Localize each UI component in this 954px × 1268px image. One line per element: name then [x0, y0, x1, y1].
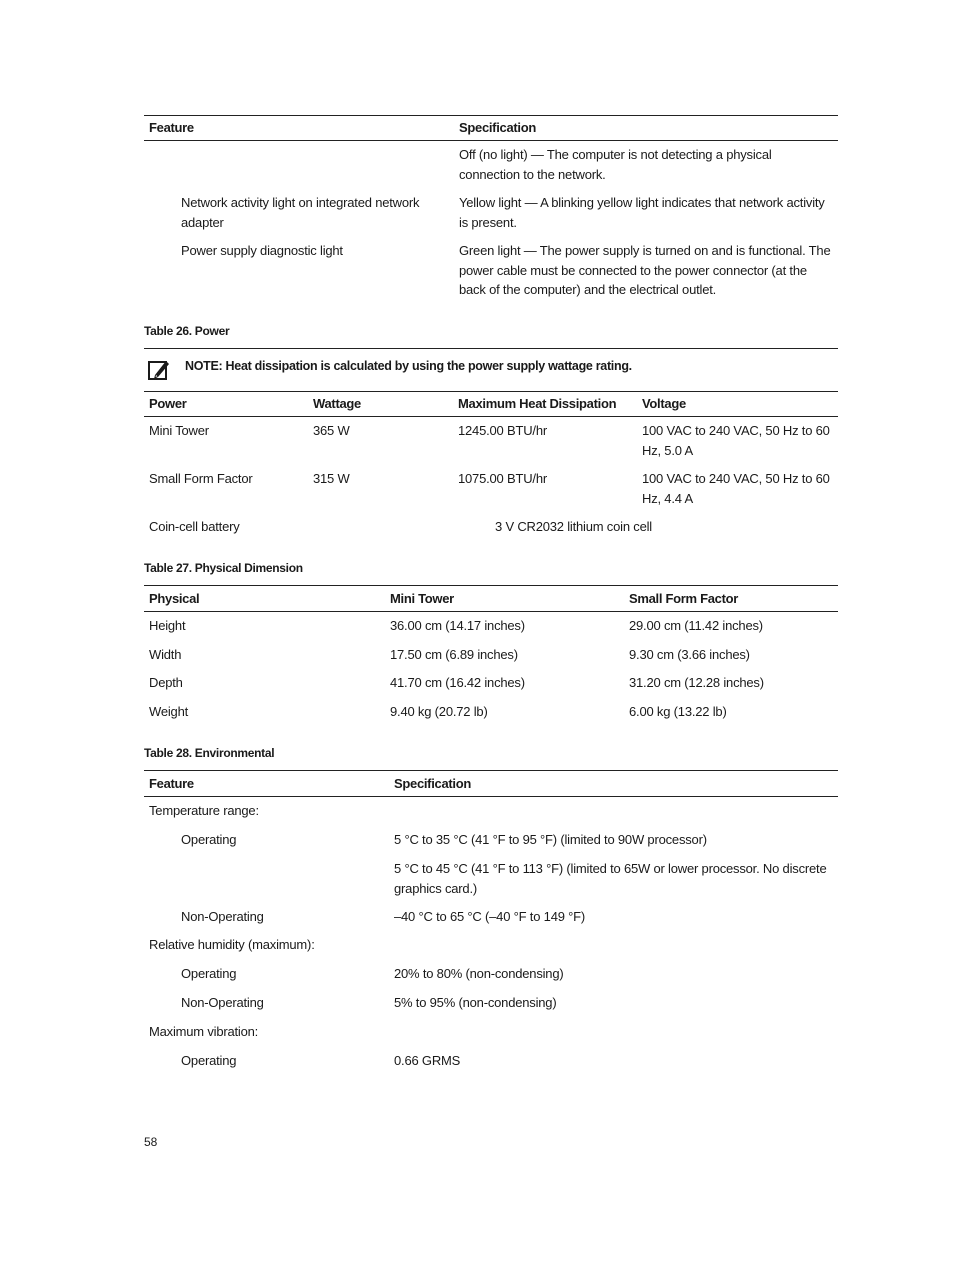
table-cell-voltage: 100 VAC to 240 VAC, 50 Hz to 60 Hz, 5.0 A [642, 423, 830, 458]
table-cell-spec: 5 °C to 35 °C (41 °F to 95 °F) (limited to 90W processor) [394, 832, 707, 847]
table-header-rule [144, 611, 838, 612]
note-text: NOTE: Heat dissipation is calculated by using the power supply wattage rating. [185, 359, 632, 373]
table-cell-heat: 1075.00 BTU/hr [458, 471, 547, 486]
table-top-rule [144, 391, 838, 392]
table-cell-small-form-factor: 31.20 cm (12.28 inches) [629, 675, 764, 690]
table-header-rule [144, 416, 838, 417]
column-header-wattage: Wattage [313, 396, 361, 411]
table-cell-wattage: 315 W [313, 471, 350, 486]
table-cell-spec: Green light — The power supply is turned on and is functional. The power cable must be connected to the power connector (at the back of the computer) and the electrical outlet. [459, 243, 831, 297]
table-top-rule [144, 115, 838, 116]
table-caption: Table 26. Power [144, 324, 230, 338]
table-cell-feature: Operating [181, 1053, 237, 1068]
column-header-feature: Feature [149, 776, 194, 791]
table-cell-spec: 5 °C to 45 °C (41 °F to 113 °F) (limited to 65W or lower processor. No discrete graphics card.) [394, 861, 827, 896]
table-top-rule [144, 770, 838, 771]
column-header-specification: Specification [459, 120, 537, 135]
table-cell-physical: Weight [149, 704, 189, 719]
table-cell-power: Small Form Factor [149, 471, 253, 486]
table-cell-power: Coin-cell battery [149, 519, 240, 534]
table-cell-feature: Operating [181, 832, 237, 847]
table-cell-physical: Height [149, 618, 186, 633]
column-header-max-heat: Maximum Heat Dissipation [458, 396, 617, 411]
column-header-feature: Feature [149, 120, 194, 135]
table-header-rule [144, 140, 838, 141]
column-header-physical: Physical [149, 591, 200, 606]
column-header-small-form-factor: Small Form Factor [629, 591, 739, 606]
table-cell-spec: 20% to 80% (non-condensing) [394, 966, 564, 981]
table-cell-feature: Maximum vibration: [149, 1024, 259, 1039]
table-cell-feature: Temperature range: [149, 803, 259, 818]
table-cell-battery-value: 3 V CR2032 lithium coin cell [495, 519, 652, 534]
note-pencil-icon [148, 359, 170, 381]
table-top-rule [144, 585, 838, 586]
table-cell-feature: Non-Operating [181, 995, 264, 1010]
table-cell-spec: –40 °C to 65 °C (–40 °F to 149 °F) [394, 909, 586, 924]
table-cell-spec: 0.66 GRMS [394, 1053, 461, 1068]
table-header-rule [144, 796, 838, 797]
table-cell-heat: 1245.00 BTU/hr [458, 423, 547, 438]
column-header-specification: Specification [394, 776, 472, 791]
table-cell-power: Mini Tower [149, 423, 209, 438]
table-cell-spec: 5% to 95% (non-condensing) [394, 995, 557, 1010]
table-cell-wattage: 365 W [313, 423, 350, 438]
table-caption: Table 27. Physical Dimension [144, 561, 303, 575]
table-cell-small-form-factor: 6.00 kg (13.22 lb) [629, 704, 727, 719]
column-header-power: Power [149, 396, 187, 411]
note-top-rule [144, 348, 838, 349]
table-cell-mini-tower: 36.00 cm (14.17 inches) [390, 618, 525, 633]
table-cell-small-form-factor: 29.00 cm (11.42 inches) [629, 618, 763, 633]
table-cell-feature: Relative humidity (maximum): [149, 937, 315, 952]
table-cell-spec: Off (no light) — The computer is not detecting a physical connection to the network. [459, 147, 772, 182]
table-cell-mini-tower: 9.40 kg (20.72 lb) [390, 704, 488, 719]
table-cell-physical: Depth [149, 675, 183, 690]
table-cell-feature: Power supply diagnostic light [181, 243, 343, 258]
page-number: 58 [144, 1135, 158, 1149]
column-header-voltage: Voltage [642, 396, 686, 411]
table-cell-small-form-factor: 9.30 cm (3.66 inches) [629, 647, 750, 662]
table-cell-feature: Network activity light on integrated network adapter [181, 195, 420, 230]
table-cell-voltage: 100 VAC to 240 VAC, 50 Hz to 60 Hz, 4.4 A [642, 471, 830, 506]
table-cell-mini-tower: 41.70 cm (16.42 inches) [390, 675, 525, 690]
table-cell-spec: Yellow light — A blinking yellow light indicates that network activity is present. [459, 195, 825, 230]
column-header-mini-tower: Mini Tower [390, 591, 454, 606]
table-cell-physical: Width [149, 647, 182, 662]
table-cell-feature: Operating [181, 966, 237, 981]
table-cell-mini-tower: 17.50 cm (6.89 inches) [390, 647, 518, 662]
table-cell-feature: Non-Operating [181, 909, 264, 924]
table-caption: Table 28. Environmental [144, 746, 275, 760]
